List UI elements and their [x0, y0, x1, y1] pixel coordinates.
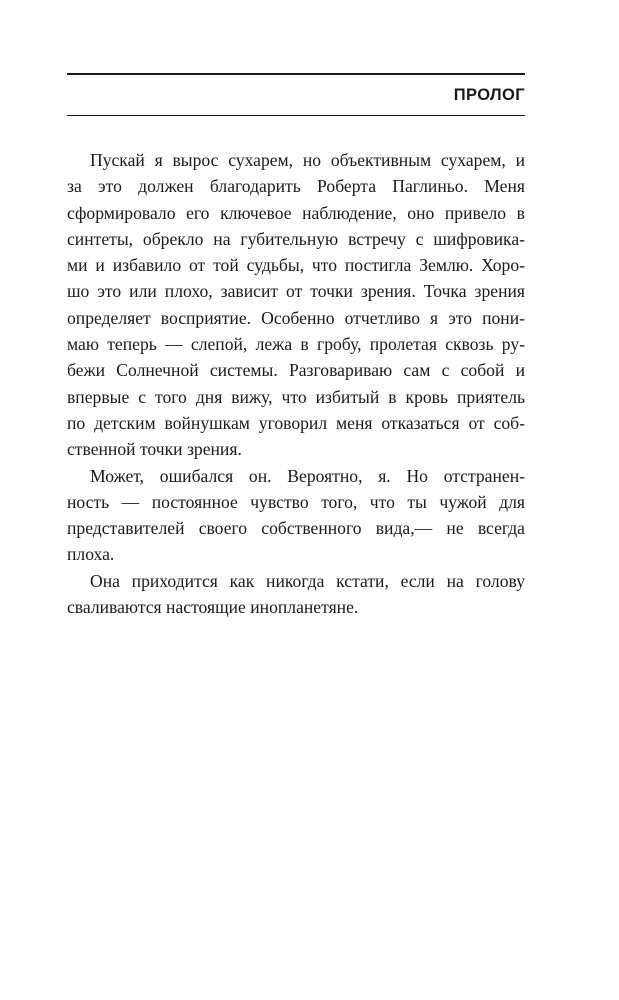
- text-line: ми и избавило от той судьбы, что постигла Землю. Хоро-: [67, 255, 525, 276]
- text-line: синтеты, обрекло на губительную встречу с шифровика-: [67, 228, 525, 249]
- text-line: определяет восприятие. Особенно отчетливо я это пони-: [67, 307, 525, 328]
- text-line: Она приходится как никогда кстати, если на голову: [90, 570, 525, 591]
- text-line: плоха.: [67, 544, 115, 565]
- body-text: [67, 147, 525, 620]
- paragraph-2: [67, 463, 525, 568]
- paragraph-1: [67, 147, 525, 463]
- text-line: ность — постоянное чувство того, что ты чужой для: [67, 491, 525, 512]
- text-line: по детским войнушкам уговорил меня отказаться от соб-: [67, 412, 525, 433]
- header-rule-top: [67, 73, 525, 75]
- text-line: маю теперь — слепой, лежа в гробу, пролетая сквозь ру-: [67, 334, 525, 355]
- text-line: шо это или плохо, зависит от точки зрения. Точка зрения: [67, 281, 525, 302]
- text-line: представителей своего собственного вида,— не всегда: [67, 518, 525, 539]
- text-line: сваливаются настоящие инопланетяне.: [67, 597, 359, 618]
- text-line: впервые с того дня вижу, что избитый в кровь приятель: [67, 386, 525, 407]
- text-line: за это должен благодарить Роберта Паглиньо. Меня: [67, 176, 525, 197]
- chapter-title: ПРОЛОГ: [453, 86, 525, 104]
- paragraph-3: [67, 568, 525, 621]
- text-line: Может, ошибался он. Вероятно, я. Но отстранен-: [90, 465, 525, 486]
- text-line: бежи Солнечной системы. Разговариваю сам с собой и: [67, 360, 525, 381]
- text-line: сформировало его ключевое наблюдение, оно привело в: [67, 202, 525, 223]
- text-line: ственной точки зрения.: [67, 439, 242, 460]
- header-rule-bottom: [67, 115, 525, 116]
- text-line: Пускай я вырос сухарем, но объективным сухарем, и: [90, 150, 525, 170]
